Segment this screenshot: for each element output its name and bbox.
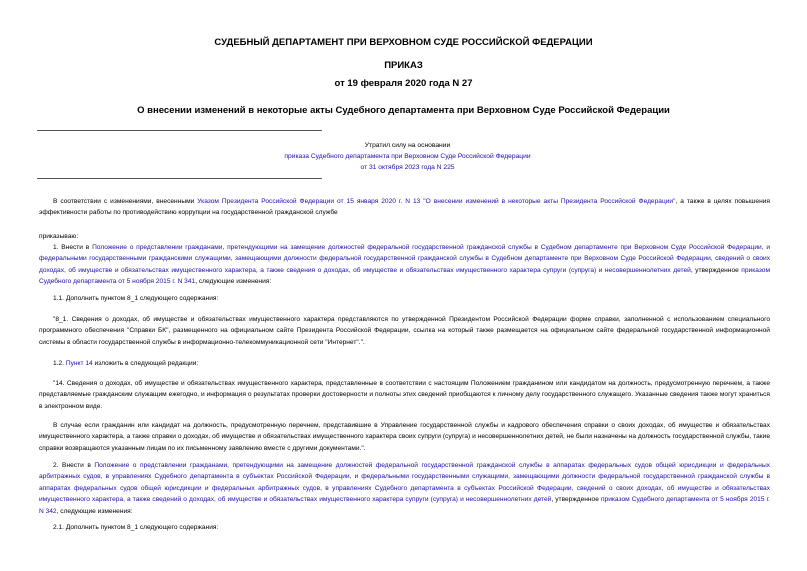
point-14-link[interactable]: Пункт 14	[65, 360, 93, 367]
document-type: ПРИКАЗ	[384, 60, 423, 71]
intro-text-end: , а также в целях повышения эффективности работы по противодействию коррупции на государственной гражданской службе	[39, 198, 770, 217]
department-heading: СУДЕБНЫЙ ДЕПАРТАМЕНТ ПРИ ВЕРХОВНОМ СУДЕ РОССИЙСКОЙ ФЕДЕРАЦИИ	[214, 37, 593, 48]
order-341-link[interactable]: приказом Судебного департамента от 5 ноября 2015 г. N 341	[39, 266, 770, 286]
item-2-mid: , утвержденное	[551, 496, 601, 504]
item-2-paragraph	[39, 460, 770, 517]
regulation-341-link[interactable]: Положение о представлении гражданами, претендующими на замещение должностей федеральной государственной гражданской службы в Судебном департаменте при Верховном Суде Российской Федерации, и федеральными государственными гражданскими служащими, замещающими должности федеральной государственной гражданской службы в Судебном департаменте при Верховном Суде Российской Федерации, сведений о своих доходах, об имуществе и обязательствах имущественного характера, а также сведения о доходах, об имуществе и обязательствах имущественного характера супруги (супруга) и несовершеннолетних детей	[39, 244, 770, 274]
divider-bottom	[37, 178, 322, 179]
quote-14-part-1: "14. Сведения о доходах, об имуществе и обязательствах имущественного характера, представленные в соответствии с настоящим Положением гражданином или кандидатом на должность, предусмотренную перечнем, а также представляемые гражданским служащим ежегодно, и информация о результатах проверки достоверности и полноты этих сведений приобщаются к личному делу государственного служащего. Указанные сведения также могут храниться в электронном виде.	[39, 380, 770, 410]
item-1-2-text: 1.2.	[53, 360, 66, 367]
item-1-mid: , утвержденное	[690, 266, 742, 274]
lost-force-note: Утратил силу на основании	[364, 142, 451, 149]
lost-force-link-date[interactable]: от 31 октября 2023 года N 225	[360, 164, 455, 171]
lost-force-link[interactable]: приказа Судебного департамента при Верховном Суде Российской Федерации	[284, 153, 531, 160]
intro-paragraph	[39, 196, 770, 219]
regulation-342-link[interactable]: Положение о представлении гражданами, претендующими на замещение должностей федеральной государственной гражданской службы в аппаратах федеральных судов общей юрисдикции и федеральных арбитражных судов, в управлениях Судебного департамента в субъектах Российской Федерации, и федеральными государственными служащими, замещающими должности федеральной государственной гражданской службы в аппаратах федеральных судов общей юрисдикции и федеральных арбитражных судов, в управлениях Судебного департамента в субъектах Российской Федерации, сведений о своих доходах, об имуществе и обязательствах имущественного характера, а также сведений о доходах, об имуществе и обязательствах имущественного характера супруги (супруга) и несовершеннолетних детей	[39, 462, 770, 504]
item-2-end: , следующие изменения:	[56, 507, 133, 515]
document-date-number: от 19 февраля 2020 года N 27	[334, 78, 473, 89]
divider-top	[37, 130, 322, 131]
quote-8-1: "8_1. Сведения о доходах, об имуществе и обязательствах имущественного характера представляются по утвержденной Президентом Российской Федерации форме справки, заполненной с использованием специального программного обеспечения "Справки БК", размещенного на официальном сайте Президента Российской Федерации, ссылка на который также размещается на официальном сайте федеральной государственной информационной системы в области государственной службы в информационно-телекоммуникационной сети "Интернет".".	[39, 316, 770, 346]
intro-text: В соответствии с изменениями, внесенными	[53, 198, 198, 205]
item-1-text: 1. Внести в	[53, 244, 93, 251]
item-1-2-paragraph	[39, 358, 770, 369]
quote-14-part-2: В случае если гражданин или кандидат на должность, предусмотренную перечнем, представившие в Управление государственной службы и кадрового обеспечения справки о своих доходах, об имуществе и обязательствах имущественного характера, а также справки о доходах, об имуществе и обязательствах имущественного характера своих супруги (супруга) и несовершеннолетних детей, не были назначены на должность государственной службы, такие справки возвращаются указанным лицам по их письменному заявлению вместе с другими документами.".	[39, 422, 770, 452]
item-2-text: 2. Внести в	[53, 462, 95, 469]
item-1-2-end: изложить в следующей редакции:	[92, 360, 199, 367]
document-title: О внесении изменений в некоторые акты Судебного департамента при Верховном Суде Российской Федерации	[137, 105, 670, 116]
order-342-link[interactable]: приказом Судебного департамента от 5 ноября 2015 г. N 342	[39, 496, 770, 515]
presidential-decree-link[interactable]: Указом Президента Российской Федерации от 15 января 2020 г. N 13 "О внесении изменений в некоторые акты Президента Российской Федерации"	[197, 198, 676, 205]
item-1-paragraph	[39, 242, 770, 288]
item-1-1: 1.1. Дополнить пунктом 8_1 следующего содержания:	[53, 295, 219, 302]
item-2-1: 2.1. Дополнить пунктом 8_1 следующего содержания:	[53, 524, 219, 531]
item-1-end: , следующие изменения:	[195, 278, 272, 286]
order-word: приказываю:	[39, 233, 79, 240]
